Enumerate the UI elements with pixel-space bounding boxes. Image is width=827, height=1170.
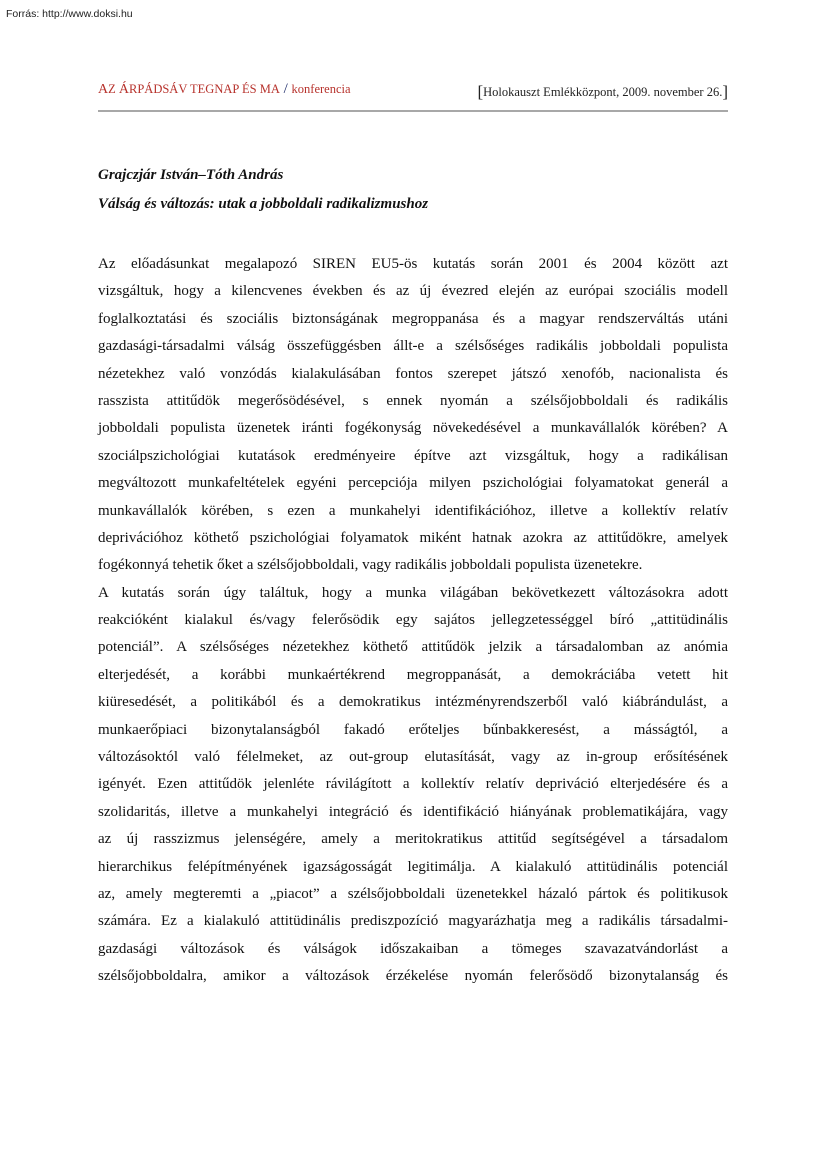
text-line: számára. Ez a kialakuló attitüdinális prediszpozíció magyarázhatja meg a radikális társadalmi-	[98, 913, 728, 930]
bracket-close: ]	[722, 82, 728, 101]
bracket-open: [	[477, 82, 484, 101]
source-url: Forrás: http://www.doksi.hu	[6, 8, 133, 20]
page-header	[98, 78, 728, 100]
text-line: kiüresedését, a politikából és a demokratikus intézményrendszerből való kiábrándulást, a	[98, 694, 728, 711]
conf-rest: RPÁDSÁV TEGNAP ÉS MA	[129, 82, 280, 96]
text-line: nézetekhez való vonzódás kialakulásában fontos szerepet játszó xenofób, nacionalista és	[98, 365, 728, 382]
conf-initial-a: A	[98, 82, 109, 97]
text-line: változásoktól való félelmeket, az out-group elutasítását, vagy az in-group erősítésének	[98, 749, 728, 766]
text-line: szélsőjobboldalra, amikor a változások érzékelése nyomán felerősödő bizonytalanság és	[98, 968, 728, 985]
conference-title	[98, 81, 351, 98]
venue-text: Holokauszt Emlékközpont, 2009. november 26.	[483, 85, 723, 99]
text-line: hierarchikus felépítményének igazságosságát legitimálja. A kialakuló attitüdinális potenciál	[98, 858, 728, 875]
text-line: Az előadásunkat megalapozó SIREN EU5-ös kutatás során 2001 és 2004 között azt	[98, 256, 728, 272]
venue-date	[477, 81, 728, 101]
authors: Grajczjár István–Tóth András	[98, 167, 284, 183]
text-line: foglalkoztatási és szociális biztonságának megroppanása és a magyar rendszerváltás utáni	[98, 310, 728, 327]
text-line: rasszista attitűdök megerősödésével, s ennek nyomán a szélsőjobboldali és radikális	[98, 392, 728, 409]
text-line: igényét. Ezen attitűdök jelenléte rávilágított a kollektív relatív depriváció elterjedésére és a	[98, 776, 728, 793]
text-line: vizsgáltuk, hogy a kilencvenes években és az új évezred elején az európai szociális modell	[98, 283, 728, 300]
text-line: munkaerőpiaci bizonytalanságból fakadó erőteljes bűnbakkeresést, a másságtól, a	[98, 721, 728, 738]
header-slash: /	[279, 81, 292, 97]
text-line: az új rasszizmus jelenségére, amely a meritokratikus attitűd segítségével a társadalom	[98, 831, 728, 848]
conf-suffix: konferencia	[291, 82, 351, 96]
text-line: gazdasági-társadalmi válság összefüggésben állt-e a szélsőséges radikális jobboldali populista	[98, 338, 728, 355]
body-text	[98, 251, 728, 991]
text-line: megváltozott munkafeltételek egyéni percepciója milyen pszichológiai folyamatokat generál a	[98, 475, 728, 492]
text-line: jobboldali populista üzenetek iránti fogékonyság növekedésével a munkavállalók körében? A	[98, 420, 728, 437]
text-line: A kutatás során úgy találtuk, hogy a munka világában bekövetkezett változásokra adott	[98, 584, 728, 601]
text-line: munkavállalók körében, s ezen a munkahelyi identifikációhoz, illetve a kollektív relatív	[98, 502, 728, 519]
text-line: fogékonnyá tehetik őket a szélsőjobboldali, vagy radikális jobboldali populista üzenetekre.	[98, 557, 643, 574]
header-divider	[98, 110, 728, 112]
text-line: szolidaritás, illetve a munkahelyi integráció és identifikáció hiányának problematikájára, vagy	[98, 803, 728, 820]
text-line: deprivációhoz köthető pszichológiai folyamatok miként hatnak azokra az attitűdökre, amelyek	[98, 529, 728, 546]
conf-mid: Z	[108, 82, 119, 96]
text-line: az, amely megteremti a „piacot” a szélsőjobboldali üzenetekkel házaló pártok és politikusok	[98, 885, 728, 902]
conf-initial-b: Á	[118, 82, 130, 97]
text-line: gazdasági változások és válságok időszakaiban a tömeges szavazatvándorlást a	[98, 940, 728, 957]
text-line: potenciál”. A szélsőséges nézetekhez köthető attitűdök jelzik a társadalomban az anómia	[98, 639, 728, 656]
text-line: elterjedését, a korábbi munkaértékrend megroppanását, a demokráciába vetett hit	[98, 666, 728, 683]
paper-title: Válság és változás: utak a jobboldali radikalizmushoz	[98, 196, 429, 212]
text-line: szociálpszichológiai kutatások eredményeire építve azt vizsgáltuk, hogy a radikálisan	[98, 447, 728, 464]
text-line: reakcióként kialakul és/vagy felerősödik egy sajátos jellegzetességgel bíró „attitüdinális	[98, 612, 728, 629]
